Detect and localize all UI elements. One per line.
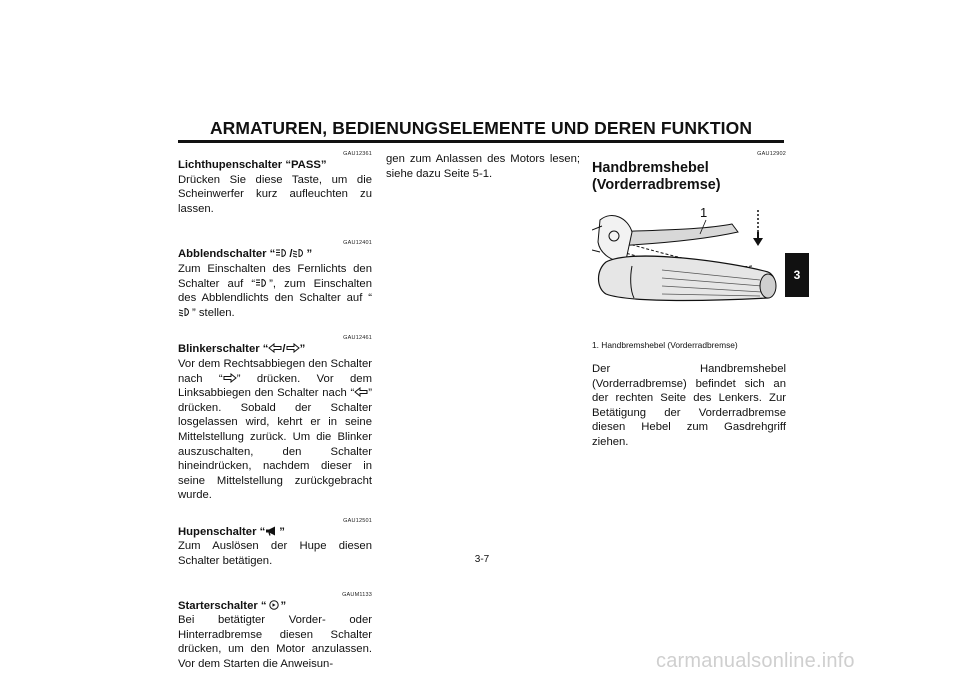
section-body-horn: Zum Auslösen der Hupe diesen Schalter betätigen. [178, 540, 372, 568]
column-3 [592, 150, 786, 450]
turn-right-icon [223, 373, 237, 383]
starter-icon [267, 600, 281, 610]
high-beam-icon [275, 248, 289, 258]
turn-left-icon [354, 387, 368, 397]
column-1 [178, 150, 372, 672]
section-code: GAUM1133 [342, 591, 372, 598]
section-heading-turn: Blinkerschalter “ / ” [178, 343, 306, 356]
section-body-dimmer: Zum Einschalten des Fernlichts den Schalter auf “ ”, zum Einschalten des Abblendlichts den Schalter auf “” stellen. [178, 262, 372, 319]
section-code: GAU12902 [757, 151, 786, 157]
page-number: 3-7 [474, 554, 490, 565]
page-title: ARMATUREN, BEDIENUNGSELEMENTE UND DEREN FUNKTION [209, 118, 753, 138]
column-2 [386, 152, 580, 181]
high-beam-icon [255, 278, 269, 288]
low-beam-icon [292, 248, 306, 258]
section-body-brake-lever: Der Handbremshebel (Vorderradbremse) befindet sich an der rechten Seite des Lenkers. Zur Betätigung der Vorderradbremse diesen Hebel zum Gasdrehgriff ziehen. [592, 363, 786, 448]
low-beam-icon [178, 307, 192, 317]
section-code: GAU12361 [343, 151, 372, 157]
figure-caption: 1. Handbremshebel (Vorderradbremse) [592, 340, 738, 350]
section-heading-brake-lever: Handbremshebel (Vorderradbremse) [592, 160, 721, 193]
section-heading-horn: Hupenschalter “ ” [178, 525, 285, 538]
title-rule [178, 140, 784, 143]
section-code: GAU12401 [343, 240, 372, 247]
horn-icon [265, 526, 279, 536]
brake-lever-illustration [592, 200, 782, 332]
handlebar-drawing [592, 200, 782, 332]
section-code: GAU12501 [343, 517, 372, 524]
section-heading-dimmer: Abblendschalter “ / ” [178, 248, 313, 261]
turn-left-icon [268, 343, 282, 353]
chapter-tab: 3 [785, 253, 809, 297]
section-body-turn: Vor dem Rechtsabbiegen den Schalter nach “ ” drücken. Vor dem Linksabbiegen den Schalter nach “ ” drücken. Sobald der Schalter losgelassen wird, kehrt er in seine Mittelstellung zurück. Um die Blinker auszuschalten, den Schalter hineindrücken, nachdem dieser in seine Mittelstellung zurückgebracht wurde. [178, 357, 372, 502]
section-heading-starter: Starterschalter “ ” [178, 599, 287, 612]
section-body-starter: Bei betätigter Vorder- oder Hinterradbremse diesen Schalter drücken, um den Motor anzulassen. Vor dem Starten die Anweisun- [178, 614, 372, 671]
section-body-starter-cont: gen zum Anlassen des Motors lesen; siehe dazu Seite 5-1. [386, 153, 580, 180]
section-body-pass: Drücken Sie diese Taste, um die Scheinwerfer kurz aufleuchten zu lassen. [178, 173, 372, 215]
figure-callout-1: 1 [700, 205, 708, 220]
section-code: GAU12461 [343, 335, 372, 342]
watermark: carmanualsonline.info [656, 650, 855, 672]
turn-right-icon [286, 343, 300, 353]
section-heading-pass: Lichthupenschalter “PASS” [178, 159, 327, 171]
